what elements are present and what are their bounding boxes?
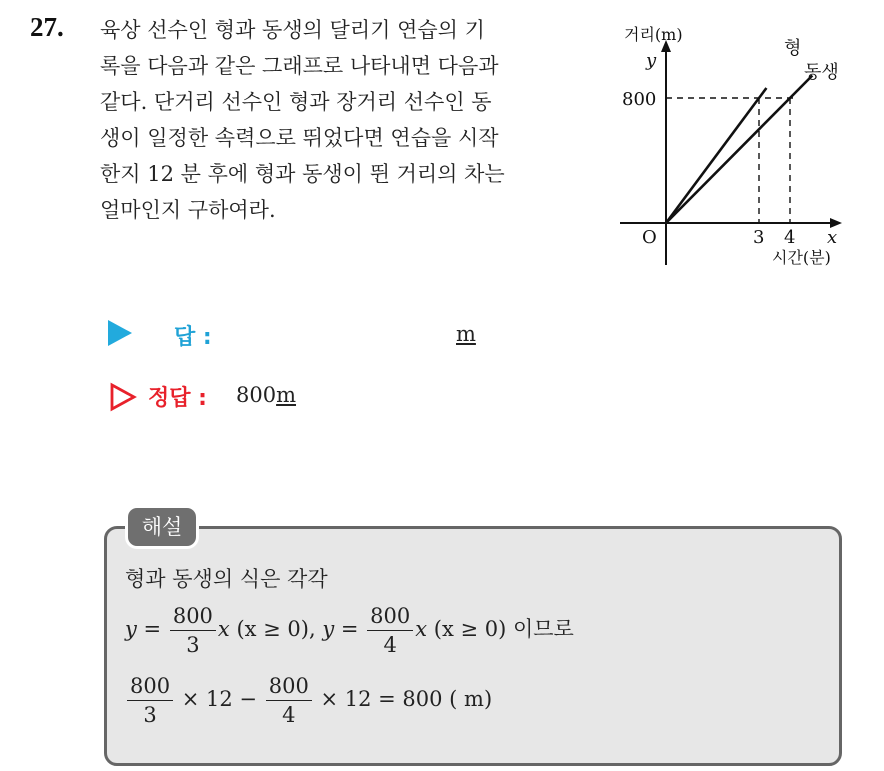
math-conclusion-word: 이므로 xyxy=(512,617,574,641)
fraction-800-3 xyxy=(170,602,216,659)
solution-equation-2 xyxy=(125,672,492,729)
correct-unit: m xyxy=(276,383,297,407)
answer-unit: m xyxy=(456,322,476,346)
frac-den: 3 xyxy=(143,703,157,727)
math-equals: = xyxy=(136,617,168,641)
y-axis-symbol: y xyxy=(646,50,657,71)
origin-label: O xyxy=(642,227,657,248)
solution-equation-1 xyxy=(125,602,574,659)
correct-answer-value xyxy=(236,383,296,407)
correct-answer-label: 정답 : xyxy=(148,386,207,411)
question-line: 같다. 단거리 선수인 형과 장거리 선수인 동 xyxy=(100,90,492,114)
play-icon xyxy=(108,320,132,346)
frac-den: 3 xyxy=(186,633,200,657)
frac-num: 800 xyxy=(266,672,312,701)
question-text xyxy=(100,12,600,228)
distance-time-graph xyxy=(608,10,866,272)
math-var-x: x xyxy=(217,617,230,641)
correct-answer-row xyxy=(108,380,508,416)
math-var-y: y xyxy=(322,617,335,641)
x-tick-3: 3 xyxy=(753,227,765,248)
frac-den: 4 xyxy=(383,633,397,657)
answer-label: 답 : xyxy=(174,325,212,350)
y-axis-title: 거리(m) xyxy=(624,25,683,44)
series-line-hyeong xyxy=(666,88,766,223)
outline-play-icon xyxy=(108,382,138,412)
math-var-y: y xyxy=(125,617,137,641)
fraction-800-4 xyxy=(266,672,312,729)
frac-den: 4 xyxy=(282,703,296,727)
question-number: 27. xyxy=(30,12,64,42)
fraction-800-4 xyxy=(367,602,413,659)
question-line: 육상 선수인 형과 동생의 달리기 연습의 기 xyxy=(100,18,485,42)
x-tick-4: 4 xyxy=(784,227,796,248)
x-axis-title: 시간(분) xyxy=(772,248,831,267)
math-equals: = xyxy=(334,617,366,641)
math-condition: (x ≥ 0) xyxy=(427,617,513,641)
correct-number: 800 xyxy=(236,383,277,407)
fraction-800-3 xyxy=(127,672,173,729)
question-line: 록을 다음과 같은 그래프로 나타내면 다음과 xyxy=(100,54,499,78)
solution-tab: 해설 xyxy=(128,508,196,546)
series-label-dongsaeng: 동생 xyxy=(804,62,839,83)
frac-num: 800 xyxy=(170,602,216,631)
y-tick-800: 800 xyxy=(622,89,657,110)
question-line: 얼마인지 구하여라. xyxy=(100,198,276,222)
answer-row xyxy=(108,318,508,354)
series-label-hyeong: 형 xyxy=(784,38,802,59)
question-line: 생이 일정한 속력으로 뛰었다면 연습을 시작 xyxy=(100,126,499,150)
math-var-x: x xyxy=(415,617,428,641)
frac-num: 800 xyxy=(367,602,413,631)
question-line: 한지 12 분 후에 형과 동생이 뛴 거리의 차는 xyxy=(100,162,505,186)
x-axis-symbol: x xyxy=(827,227,838,248)
math-times-12: × 12 − xyxy=(175,687,264,711)
math-result: × 12 = 800 ( m) xyxy=(313,687,493,711)
frac-num: 800 xyxy=(127,672,173,701)
solution-line-1: 형과 동생의 식은 각각 xyxy=(125,567,328,591)
math-condition: (x ≥ 0), xyxy=(229,617,323,641)
